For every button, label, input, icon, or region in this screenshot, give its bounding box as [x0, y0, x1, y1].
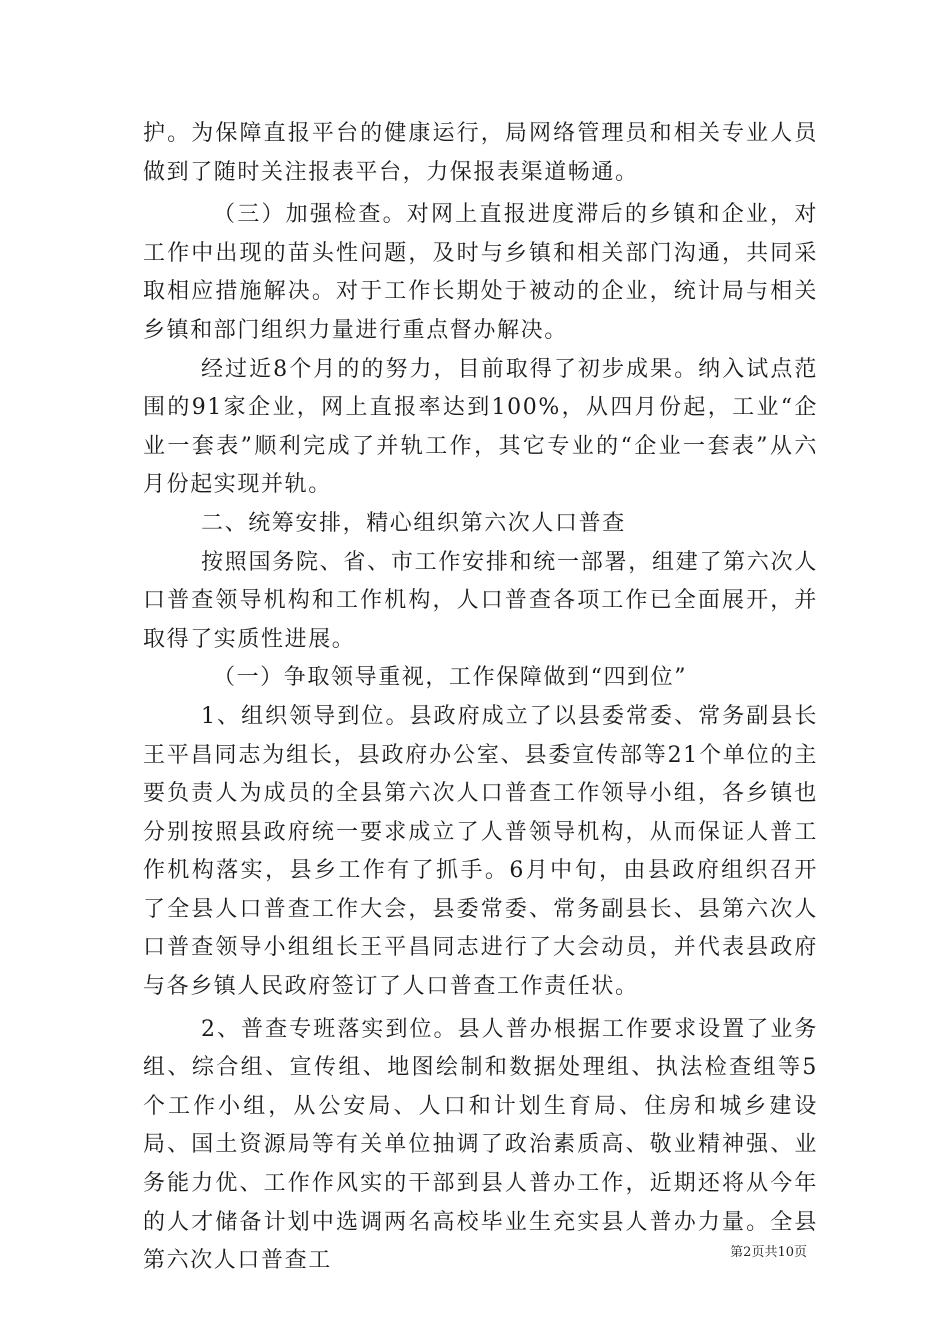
page-number-footer: 第2页共10页	[730, 1245, 807, 1260]
paragraph-results: 经过近8个月的的努力，目前取得了初步成果。纳入试点范围的91家企业，网上直报率达到100%，从四月份起，工业“企业一套表”顺利完成了并轨工作，其它专业的“企业一套表”从六月份起实现并轨。	[143, 356, 818, 498]
paragraph-leadership: 1、组织领导到位。县政府成立了以县委常委、常务副县长王平昌同志为组长，县政府办公室、县委宣传部等21个单位的主要负责人为成员的全县第六次人口普查工作领导小组，各乡镇也分别按照县政府统一要求成立了人普领导机构，从而保证人普工作机构落实，县乡工作有了抓手。6月中旬，由县政府组织召开了全县人口普查工作大会，县委常委、常务副县长、县第六次人口普查领导小组组长王平昌同志进行了大会动员，并代表县政府与各乡镇人民政府签订了人口普查工作责任状。	[143, 703, 818, 1000]
document-body	[143, 115, 818, 1281]
section-heading-census: 二、统筹安排，精心组织第六次人口普查	[201, 510, 626, 536]
paragraph-continuation: 护。为保障直报平台的健康运行，局网络管理员和相关专业人员做到了随时关注报表平台，力保报表渠道畅通。	[143, 121, 818, 185]
paragraph-census-intro: 按照国务院、省、市工作安排和统一部署，组建了第六次人口普查领导机构和工作机构，人口普查各项工作已全面展开，并取得了实质性进展。	[143, 549, 818, 652]
subheading-four-in-place: （一）争取领导重视，工作保障做到“四到位”	[213, 665, 688, 691]
paragraph-census-team: 2、普查专班落实到位。县人普办根据工作要求设置了业务组、综合组、宣传组、地图绘制和数据处理组、执法检查组等5个工作小组，从公安局、人口和计划生育局、住房和城乡建设局、国土资源局等有关单位抽调了政治素质高、敬业精神强、业务能力优、工作作风实的干部到县人普办工作，近期还将从今年的人才储备计划中选调两名高校毕业生充实县人普办力量。全县第六次人口普查工	[143, 1016, 818, 1274]
paragraph-inspection: （三）加强检查。对网上直报进度滞后的乡镇和企业，对工作中出现的苗头性问题，及时与乡镇和相关部门沟通，共同采取相应措施解决。对于工作长期处于被动的企业，统计局与相关乡镇和部门组织力量进行重点督办解决。	[143, 202, 818, 343]
